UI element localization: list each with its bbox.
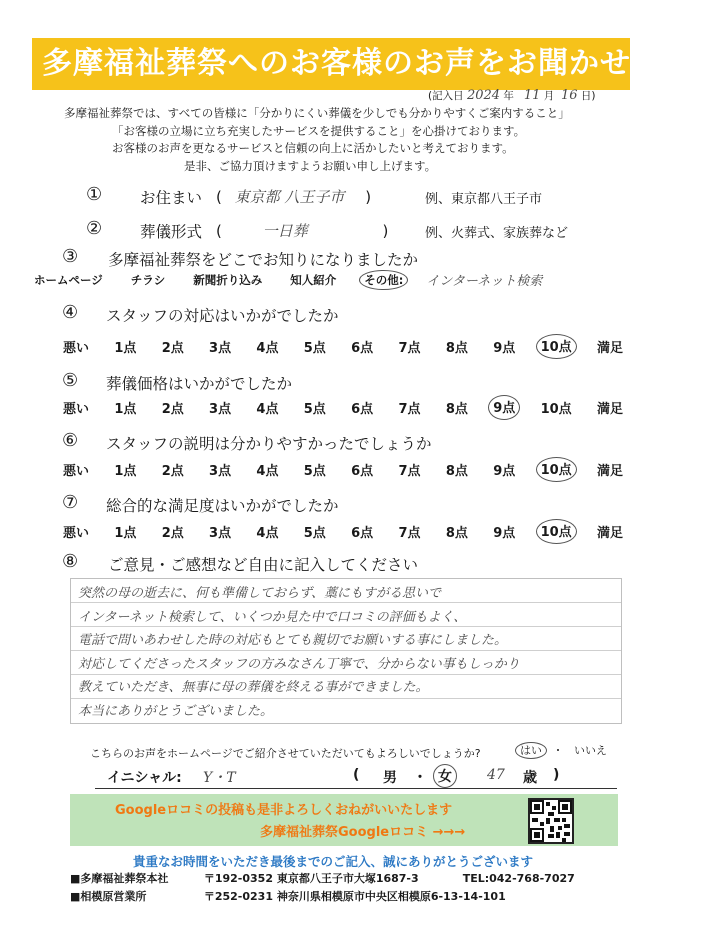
q6-scale bbox=[63, 460, 623, 479]
scale-point-2: 2点 bbox=[161, 341, 184, 356]
scale-point-6: 6点 bbox=[351, 341, 374, 356]
scale-point-7: 7点 bbox=[398, 526, 421, 541]
google-review-link[interactable]: 多摩福祉葬祭Googleロコミ →→→ bbox=[260, 825, 466, 840]
scale-low-label: 悪い bbox=[63, 341, 90, 356]
scale-point-8: 8点 bbox=[445, 526, 468, 541]
initial-label: イニシャル: bbox=[107, 770, 182, 786]
scale-point-8: 8点 bbox=[445, 402, 468, 417]
comment-line: 対応してくださったスタッフの方みなさん丁寧で、分からない事もしっかり bbox=[78, 656, 520, 672]
q2-label: 葬儀形式 bbox=[140, 223, 203, 241]
scale-point-3: 3点 bbox=[209, 402, 232, 417]
scale-point-9: 9点 bbox=[493, 526, 516, 541]
scale-point-10: 10点 bbox=[536, 519, 577, 544]
google-review-request: Googleロコミの投稿も是非よろしくおねがいいたします bbox=[115, 803, 453, 818]
gender-female: 女 bbox=[433, 764, 457, 788]
scale-point-7: 7点 bbox=[398, 402, 421, 417]
scale-point-9: 9点 bbox=[488, 395, 520, 420]
qr-code-icon[interactable] bbox=[528, 798, 574, 844]
q7-label: 総合的な満足度はいかがでしたか bbox=[106, 497, 339, 515]
q1-label: お住まい bbox=[140, 189, 203, 207]
page-title: 多摩福祉葬祭へのお客様のお声をお聞かせ下さい bbox=[32, 38, 630, 90]
q2-example: 例、火葬式、家族葬など bbox=[425, 226, 569, 241]
q8-number: ⑧ bbox=[62, 551, 79, 572]
scale-point-6: 6点 bbox=[351, 402, 374, 417]
option-flyer: チラシ bbox=[130, 272, 166, 287]
scale-high-label: 満足 bbox=[596, 402, 623, 417]
scale-point-3: 3点 bbox=[209, 526, 232, 541]
scale-point-8: 8点 bbox=[445, 341, 468, 356]
scale-high-label: 満足 bbox=[596, 341, 623, 356]
option-referral: 知人紹介 bbox=[290, 272, 337, 287]
q3-options bbox=[34, 270, 594, 289]
scale-point-4: 4点 bbox=[256, 464, 279, 479]
office-sagamihara bbox=[70, 888, 506, 904]
q3-label: 多摩福祉葬祭をどこでお知りになりましたか bbox=[108, 251, 419, 269]
intro-line: お客様のお声を更なるサービスと信頼の向上に活かしたいと考えております。 bbox=[112, 141, 514, 155]
office-hq bbox=[70, 870, 575, 886]
scale-point-10: 10点 bbox=[536, 457, 577, 482]
homepage-consent-question: こちらのお声をホームページでご紹介させていただいてもよろしいでしょうか? bbox=[90, 747, 481, 760]
q5-number: ⑤ bbox=[62, 370, 79, 391]
consent-no: いいえ bbox=[574, 744, 607, 757]
date-month: 11 bbox=[523, 88, 541, 103]
intro-text bbox=[64, 105, 632, 175]
office-name: ■相模原営業所 bbox=[70, 890, 147, 903]
scale-point-10: 10点 bbox=[540, 402, 572, 417]
office-name: ■多摩福祉葬祭本社 bbox=[70, 872, 169, 885]
option-other-answer: インターネット検索 bbox=[426, 274, 543, 289]
q1-paren-close: ) bbox=[365, 188, 372, 206]
date-year-unit: 年 bbox=[503, 90, 514, 102]
age-unit: 歳 bbox=[523, 770, 537, 786]
scale-point-1: 1点 bbox=[114, 464, 137, 479]
q2-paren-open: ( bbox=[216, 222, 222, 240]
q1-example: 例、東京都八王子市 bbox=[425, 192, 543, 207]
scale-low-label: 悪い bbox=[63, 526, 90, 541]
comment-line: 本当にありがとうございました。 bbox=[78, 703, 274, 719]
scale-high-label: 満足 bbox=[596, 464, 623, 479]
scale-point-8: 8点 bbox=[445, 464, 468, 479]
q8-label: ご意見・ご感想など自由に記入してください bbox=[108, 556, 419, 574]
q1-answer: 東京都 八王子市 bbox=[234, 188, 345, 206]
scale-point-10: 10点 bbox=[536, 334, 577, 359]
scale-point-2: 2点 bbox=[161, 526, 184, 541]
entry-date bbox=[428, 88, 595, 103]
scale-point-4: 4点 bbox=[256, 341, 279, 356]
scale-point-1: 1点 bbox=[114, 341, 137, 356]
date-year: 2024 bbox=[466, 88, 501, 103]
scale-point-2: 2点 bbox=[161, 464, 184, 479]
scale-point-4: 4点 bbox=[256, 402, 279, 417]
date-prefix: (記入日 bbox=[428, 90, 464, 102]
option-other: その他: bbox=[359, 270, 408, 290]
q2-answer: 一日葬 bbox=[262, 222, 308, 240]
q7-number: ⑦ bbox=[62, 492, 79, 513]
scale-high-label: 満足 bbox=[596, 526, 623, 541]
comment-line: 突然の母の逝去に、何も準備しておらず、藁にもすがる思いで bbox=[78, 586, 441, 601]
q2-paren-close: ) bbox=[382, 222, 389, 240]
comment-line: インターネット検索して、いくつか見た中で口コミの評価もよく、 bbox=[78, 609, 467, 625]
office-address: 〒192-0352 東京都八王子市大塚1687-3 bbox=[203, 872, 419, 885]
scale-low-label: 悪い bbox=[63, 402, 90, 417]
q5-scale bbox=[63, 398, 623, 417]
gender-paren-close: ) bbox=[553, 767, 560, 783]
option-newspaper: 新聞折り込み bbox=[193, 272, 263, 287]
q2-number: ② bbox=[86, 218, 103, 239]
scale-point-5: 5点 bbox=[303, 402, 326, 417]
comment-line: 教えていただき、無事に母の葬儀を終える事ができました。 bbox=[78, 680, 429, 695]
scale-point-2: 2点 bbox=[161, 402, 184, 417]
initial-value: Y・T bbox=[203, 770, 236, 786]
scale-point-6: 6点 bbox=[351, 464, 374, 479]
scale-point-3: 3点 bbox=[209, 341, 232, 356]
office-address: 〒252-0231 神奈川県相模原市中央区相模原6-13-14-101 bbox=[203, 890, 506, 903]
scale-low-label: 悪い bbox=[63, 464, 90, 479]
q3-number: ③ bbox=[62, 246, 79, 267]
scale-point-5: 5点 bbox=[303, 526, 326, 541]
homepage-consent-options bbox=[520, 742, 607, 758]
scale-point-7: 7点 bbox=[398, 464, 421, 479]
consent-yes: はい bbox=[515, 742, 547, 759]
q4-label: スタッフの対応はいかがでしたか bbox=[106, 307, 339, 325]
q6-number: ⑥ bbox=[62, 430, 79, 451]
q4-scale bbox=[63, 337, 623, 356]
intro-line: 「お客様の立場に立ち充実したサービスを提供すること」を心掛けております。 bbox=[112, 123, 526, 138]
scale-point-9: 9点 bbox=[493, 341, 516, 356]
scale-point-5: 5点 bbox=[303, 464, 326, 479]
intro-line: 多摩福祉葬祭では、すべての皆様に「分かりにくい葬儀を少しでも分かりやすくご案内すること」 bbox=[64, 106, 570, 120]
q1-answer-field bbox=[216, 186, 371, 207]
initial-row bbox=[95, 765, 617, 789]
gender-dot: ・ bbox=[413, 770, 427, 786]
scale-point-4: 4点 bbox=[256, 526, 279, 541]
q2-answer-field bbox=[216, 220, 388, 241]
scale-point-1: 1点 bbox=[114, 526, 137, 541]
q4-number: ④ bbox=[62, 302, 79, 323]
scale-point-3: 3点 bbox=[209, 464, 232, 479]
date-day: 16 bbox=[560, 88, 578, 103]
office-tel: TEL:042-768-7027 bbox=[462, 872, 575, 885]
scale-point-7: 7点 bbox=[398, 341, 421, 356]
date-month-unit: 月 bbox=[543, 90, 555, 102]
q1-paren-open: ( bbox=[216, 188, 222, 206]
scale-point-9: 9点 bbox=[493, 464, 516, 479]
q1-number: ① bbox=[86, 184, 103, 205]
thanks-message: 貴重なお時間をいただき最後までのご記入、誠にありがとうございます bbox=[132, 854, 533, 869]
q5-label: 葬儀価格はいかがでしたか bbox=[106, 375, 293, 393]
q7-scale bbox=[63, 522, 623, 541]
scale-point-6: 6点 bbox=[351, 526, 374, 541]
option-homepage: ホームページ bbox=[34, 272, 103, 287]
age-value: 47 bbox=[487, 767, 505, 783]
gender-paren-open: ( bbox=[353, 767, 360, 783]
comment-text bbox=[78, 582, 623, 723]
intro-line: 是非、ご協力頂けますようお願い申し上げます。 bbox=[184, 158, 437, 173]
scale-point-5: 5点 bbox=[303, 341, 326, 356]
q6-label: スタッフの説明は分かりやすかったでしょうか bbox=[106, 435, 432, 453]
gender-male: 男 bbox=[383, 770, 397, 786]
scale-point-1: 1点 bbox=[114, 402, 137, 417]
comment-line: 電話で問いあわせした時の対応もとても親切でお願いする事にしました。 bbox=[78, 633, 508, 648]
consent-dot: ・ bbox=[552, 744, 564, 757]
date-day-unit: 日) bbox=[580, 90, 596, 102]
